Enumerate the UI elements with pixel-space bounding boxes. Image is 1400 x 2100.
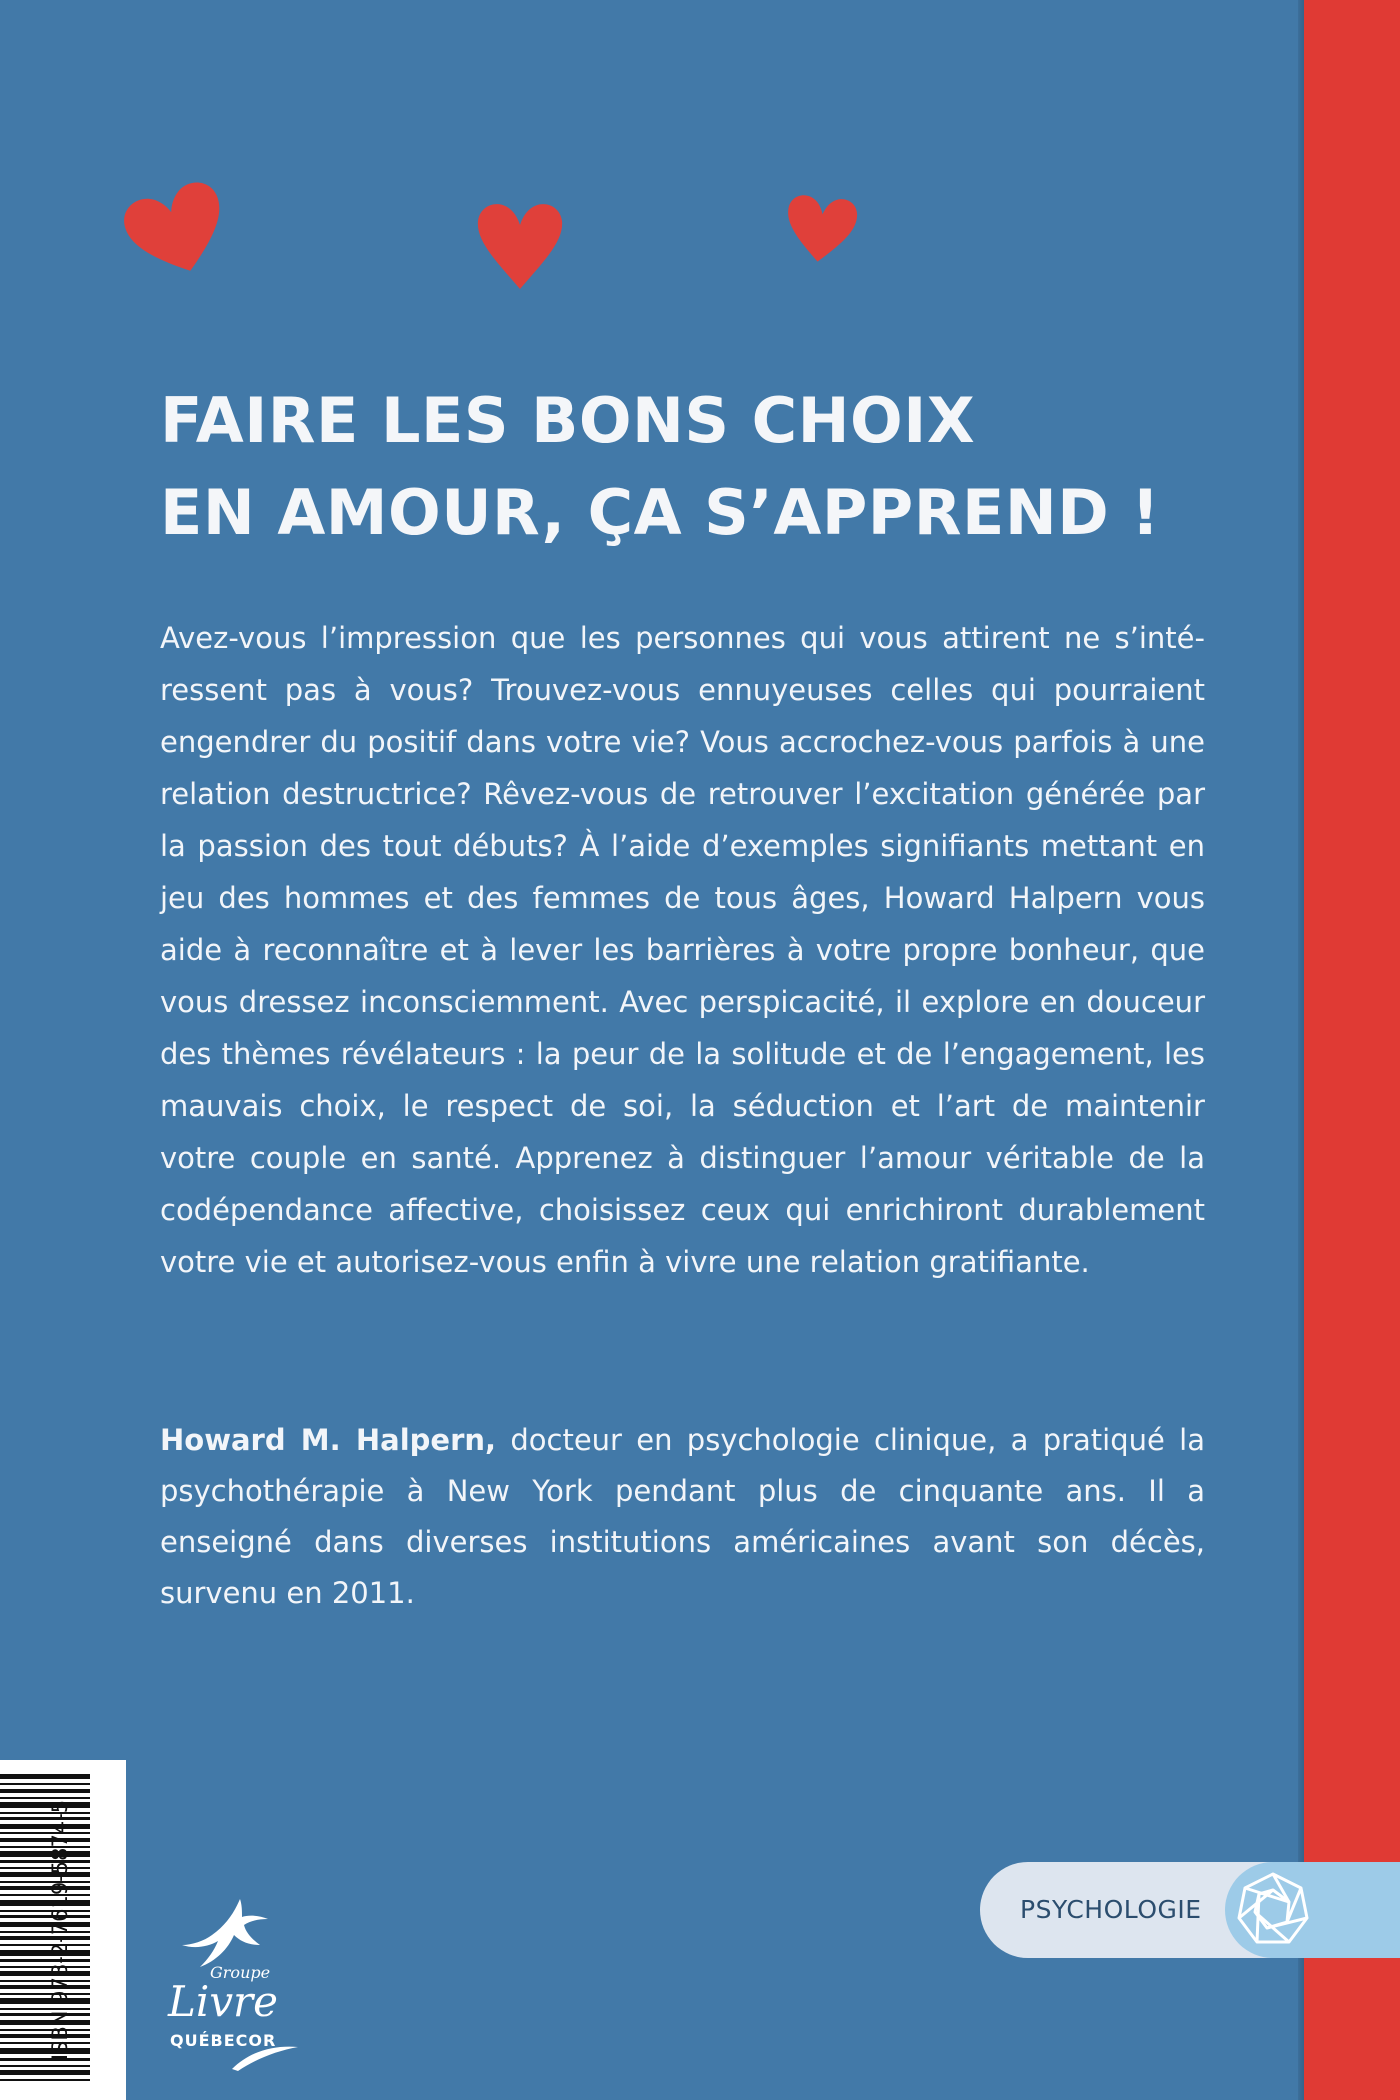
publisher-logo <box>160 1895 300 2075</box>
heart-icon <box>470 190 570 300</box>
heart-icon <box>122 178 232 282</box>
barcode <box>0 1760 126 2100</box>
heart-icon <box>780 188 862 270</box>
spine-shadow <box>1298 0 1304 2100</box>
author-bio <box>160 1415 1205 1619</box>
publisher-groupe: Groupe <box>210 1963 271 1982</box>
headline <box>160 375 1310 559</box>
back-cover-blurb: Avez-vous l’impression que les personnes qui vous attirent ne s’intéressent pas à vous? Trouvez-vous ennuyeuses celles qui pourraient engendrer du positif dans votre vie? Vous accrochez-vous parfois à une relation destructrice? Rêvez-vous de retrouver l’excitation générée par la passion des tout débuts? À l’aide d’exemples signifiants mettant en jeu des hommes et des femmes de tous âges, Howard Halpern vous aide à reconnaître et à lever les barrières à votre propre bonheur, que vous dressez inconsciemment. Avec perspicacité, il explore en douceur des thèmes révélateurs : la peur de la solitude et de l’engagement, les mauvais choix, le respect de soi, la séduction et l’art de maintenir votre couple en santé. Apprenez à distinguer l’amour véritable de la codépendance affective, choisissez ceux qui enrichiront durablement votre vie et autorisez-vous enfin à vivre une relation gratifiante. <box>160 621 1205 1279</box>
category-badge <box>980 1862 1400 1958</box>
isbn-number: ISBN 978-2-7619-5874-5 <box>48 1799 72 2061</box>
headline-line-1: FAIRE LES BONS CHOIX <box>160 384 976 457</box>
publisher-swoosh <box>230 2043 300 2073</box>
publisher-quebecor: QUÉBECOR <box>170 2031 277 2050</box>
author-bio-text: docteur en psychologie clinique, a pratiqué la psychothérapie à New York pendant plus de cinquante ans. Il a enseigné dans diverses institutions américaines avant son décès, survenu en 2011. <box>160 1423 1205 1610</box>
author-name: Howard M. Halpern, <box>160 1423 497 1457</box>
spine-red-strip <box>1304 0 1400 2100</box>
category-label: PSYCHOLOGIE <box>1020 1895 1202 1924</box>
publisher-livre: Livre <box>168 1977 278 2026</box>
headline-line-2: EN AMOUR, ÇA S’APPREND ! <box>160 476 1161 549</box>
category-icon-disc <box>1225 1862 1400 1958</box>
aperture-icon <box>1231 1868 1315 1952</box>
